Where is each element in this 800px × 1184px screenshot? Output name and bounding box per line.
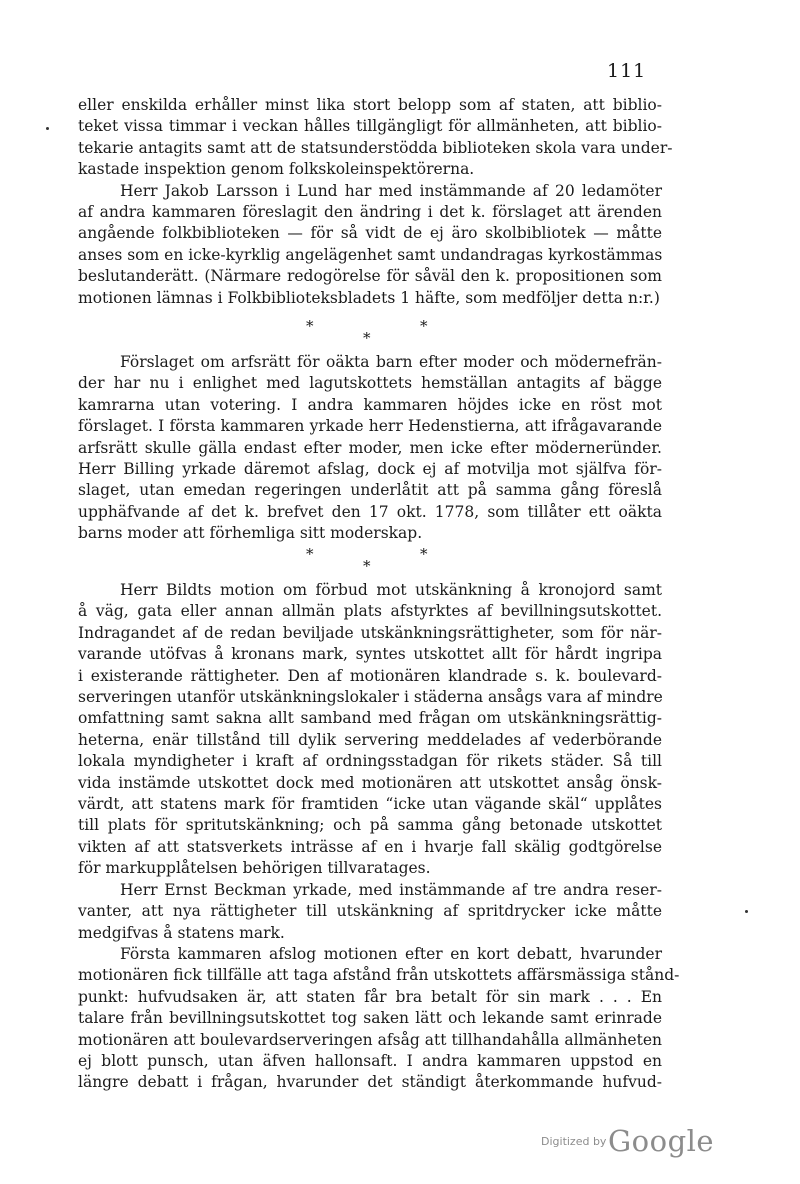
text-line: anses som en icke-kyrklig angelägenhet samt undandragas kyrkostämmas — [78, 245, 663, 264]
google-logo: Google — [608, 1124, 715, 1158]
text-line: å väg, gata eller annan allmän plats afstyrktes af bevillningsutskottet. — [78, 602, 662, 621]
text-line: förslaget. I första kammaren yrkade herr Hedenstierna, att ifrågavarande — [78, 417, 662, 436]
text-line: omfattning samt sakna allt samband med frågan om utskänkningsrättig- — [78, 709, 662, 728]
text-line: slaget, utan emedan regeringen underlåtit att på samma gång föreslå — [78, 481, 662, 500]
text-line: punkt: hufvudsaken är, att staten får bra betalt för sin mark . . . En — [78, 987, 662, 1006]
asterisk: * — [363, 557, 371, 575]
text-line: motionären fick tillfälle att taga afstånd från utskottets affärsmässiga stånd- — [78, 966, 680, 985]
text-line: Förslaget om arfsrätt för oäkta barn efter moder och mödernefrän- — [120, 353, 662, 371]
text-line: vanter, att nya rättigheter till utskänkning af spritdrycker icke måtte — [78, 902, 662, 921]
text-line: teket vissa timmar i veckan hålles tillgängligt för allmänheten, att biblio- — [78, 117, 662, 136]
paragraph-block-inheritance — [78, 352, 662, 545]
text-line: vida instämde utskottet dock med motionären att utskottet ansåg önsk- — [78, 773, 662, 792]
text-line: ej blott punsch, utan äfven hallonsaft. I andra kammaren uppstod en — [78, 1051, 662, 1070]
text-line: tekarie antagits samt att de statsunderstödda biblioteken skola vara under- — [78, 138, 673, 157]
text-line: af andra kammaren föreslagit den ändring i det k. förslaget att ärenden — [78, 203, 662, 222]
text-line: vikten af att statsverkets inträsse af en i hvarje fall skälig godtgörelse — [78, 837, 662, 856]
text-line: Herr Bildts motion om förbud mot utskänkning å kronojord samt — [120, 581, 662, 599]
paragraph-block-liquor-licensing — [78, 580, 680, 1094]
text-line: Första kammaren afslog motionen efter en kort debatt, hvarunder — [120, 944, 662, 963]
asterisk: * — [306, 545, 314, 563]
text-line: kamrarna utan votering. I andra kammaren höjdes icke en röst mot — [78, 395, 662, 414]
text-line: medgifvas å statens mark. — [78, 923, 285, 942]
text-line: i existerande rättigheter. Den af motionären klandrade s. k. boulevard- — [78, 666, 662, 685]
text-line: beslutanderätt. (Närmare redogörelse för såväl den k. propositionen som — [78, 267, 662, 286]
text-line: arfsrätt skulle gälla endast efter moder, men icke efter möderneründer. — [78, 438, 662, 457]
section-separator — [0, 545, 800, 579]
text-line: varande utöfvas å kronans mark, syntes utskottet allt för hårdt ingripa — [78, 645, 662, 664]
scan-speck — [745, 910, 748, 913]
text-line: heterna, enär tillstånd till dylik servering meddelades af vederbörande — [78, 730, 662, 749]
text-line: Indragandet af de redan beviljade utskänkningsrättigheter, som för när- — [78, 623, 662, 642]
text-line: Herr Billing yrkade däremot afslag, dock ej af motvilja mot själfva för- — [78, 460, 662, 479]
text-line: lokala myndigheter i kraft af ordningsstadgan för rikets städer. Så till — [78, 752, 662, 771]
text-line: angående folkbiblioteken — för så vidt de ej äro skolbibliotek — måtte — [78, 224, 662, 243]
asterisk: * — [420, 317, 428, 335]
text-line: Herr Jakob Larsson i Lund har med instämmande af 20 ledamöter — [120, 181, 662, 200]
text-line: eller enskilda erhåller minst lika stort belopp som af staten, att biblio- — [78, 96, 662, 114]
scan-speck — [46, 127, 49, 130]
text-line: värdt, att statens mark för framtiden “icke utan vägande skäl“ upplåtes — [78, 795, 662, 814]
paragraph-block-libraries — [78, 95, 673, 309]
text-line: motionären att boulevardserveringen afsåg att tillhandahålla allmänheten — [78, 1030, 662, 1049]
asterisk: * — [420, 545, 428, 563]
text-line: motionen lämnas i Folkbiblioteksbladets 1 häfte, som medföljer detta n:r.) — [78, 288, 660, 307]
text-line: upphäfvande af det k. brefvet den 17 okt. 1778, som tillåter ett oäkta — [78, 502, 662, 521]
text-line: der har nu i enlighet med lagutskottets hemställan antagits af bägge — [78, 374, 662, 393]
page-number: 111 — [607, 60, 647, 82]
asterisk: * — [363, 329, 371, 347]
text-line: talare från bevillningsutskottet tog saken lätt och lekande samt erinrade — [78, 1009, 662, 1028]
asterisk: * — [306, 317, 314, 335]
section-separator — [0, 317, 800, 351]
text-line: till plats för spritutskänkning; och på samma gång betonade utskottet — [78, 816, 662, 835]
text-line: serveringen utanför utskänkningslokaler i städerna ansågs vara af mindre — [78, 688, 663, 707]
text-line: längre debatt i frågan, hvarunder det ständigt återkommande hufvud- — [78, 1073, 662, 1092]
text-line: Herr Ernst Beckman yrkade, med instämmande af tre andra reser- — [120, 880, 662, 899]
text-line: för markupplåtelsen behörigen tillvaratages. — [78, 859, 431, 878]
text-line: barns moder att förhemliga sitt moderskap. — [78, 524, 423, 543]
text-line: kastade inspektion genom folkskoleinspektörerna. — [78, 160, 475, 179]
digitized-by-label: Digitized by — [541, 1135, 607, 1148]
